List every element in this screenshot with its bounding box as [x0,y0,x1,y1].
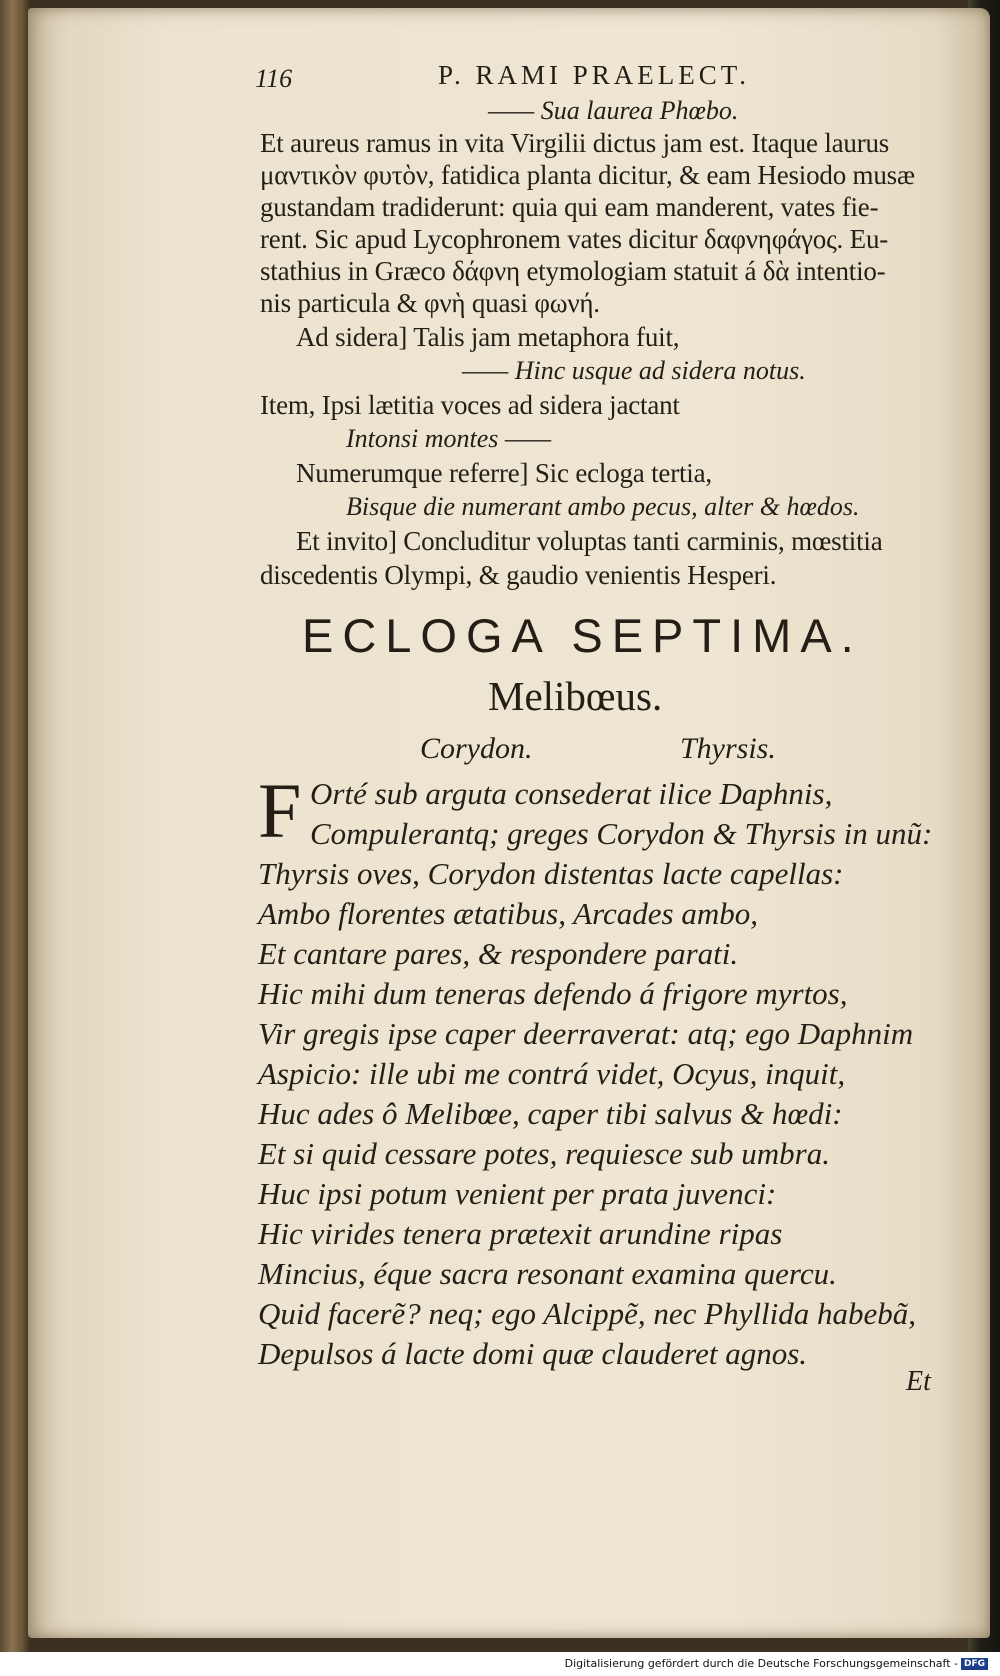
speaker-name: Corydon. [420,732,533,765]
commentary-line: μαντικὸν φυτὸν, fatidica planta dicitur, & eam Hesiodo musæ [260,160,915,190]
poem-line: Depulsos á lacte domi quæ clauderet agnos. [258,1336,808,1371]
speaker-name: Thyrsis. [680,732,776,765]
poem-line: Ambo florentes ætatibus, Arcades ambo, [258,896,758,931]
poem-line: Vir gregis ipse caper deerraverat: atq; ego Daphnim [258,1016,914,1051]
commentary-quote: Bisque die numerant ambo pecus, alter & hœdos. [346,492,860,521]
poem-line: Huc ades ô Melibœe, caper tibi salvus & hœdi: [258,1096,843,1131]
commentary-line: rent. Sic apud Lycophronem vates dicitur δαφνηφάγος. Eu- [260,224,889,254]
commentary-line: —— Sua laurea Phœbo. [488,96,739,125]
commentary-lemma: Ad sidera] Talis jam metaphora fuit, [296,322,680,352]
poem-line: Orté sub arguta consederat ilice Daphnis, [310,776,833,811]
commentary-quote: Intonsi montes —— [346,424,552,453]
commentary-line: gustandam tradiderunt: quia qui eam manderent, vates fie- [260,192,879,222]
commentary-line: nis particula & φνὴ quasi φωνή. [260,288,600,318]
section-subtitle: Melibœus. [488,673,663,719]
drop-cap: F [258,767,302,854]
commentary-lemma: Numerumque referre] Sic ecloga tertia, [296,458,712,488]
commentary-lemma: Et invito] Concluditur voluptas tanti carminis, mœstitia [296,526,883,556]
page-number: 116 [255,64,293,93]
poem-line: Mincius, éque sacra resonant examina quercu. [258,1256,837,1291]
commentary-line: discedentis Olympi, & gaudio venientis Hesperi. [260,560,777,590]
poem-line: Huc ipsi potum venient per prata juvenci: [258,1176,777,1211]
poem-line: Hic mihi dum teneras defendo á frigore myrtos, [258,976,848,1011]
commentary-quote: —— Hinc usque ad sidera notus. [462,356,806,385]
poem-line: Aspicio: ille ubi me contrá videt, Ocyus, inquit, [258,1056,846,1091]
dfg-logo: DFG [961,1658,988,1670]
poem-line: Quid facerẽ? neq; ego Alcippẽ, nec Phyllida habebã, [258,1296,916,1331]
commentary-line: stathius in Græco δάφνη etymologiam statuit á δὰ intentio- [260,256,886,286]
catchword: Et [906,1366,931,1397]
commentary-line: Et aureus ramus in vita Virgilii dictus jam est. Itaque laurus [260,128,890,158]
commentary-line: Item, Ipsi lætitia voces ad sidera jactant [260,390,680,420]
poem-line: Et cantare pares, & respondere parati. [258,936,739,971]
poem-line: Hic virides tenera prætexit arundine ripas [258,1216,783,1251]
section-title: ECLOGA SEPTIMA. [302,609,863,662]
digitization-footer [0,1652,1000,1676]
footer-credit-text: Digitalisierung gefördert durch die Deutsche Forschungsgemeinschaft - [564,1657,958,1670]
poem-line: Et si quid cessare potes, requiesce sub umbra. [258,1136,830,1171]
running-head: P. RAMI PRAELECT. [438,60,751,90]
poem-line: Compulerantq; greges Corydon & Thyrsis in unũ: [310,816,933,851]
footer-credit [565,1657,988,1670]
poem-line: Thyrsis oves, Corydon distentas lacte capellas: [258,856,844,891]
